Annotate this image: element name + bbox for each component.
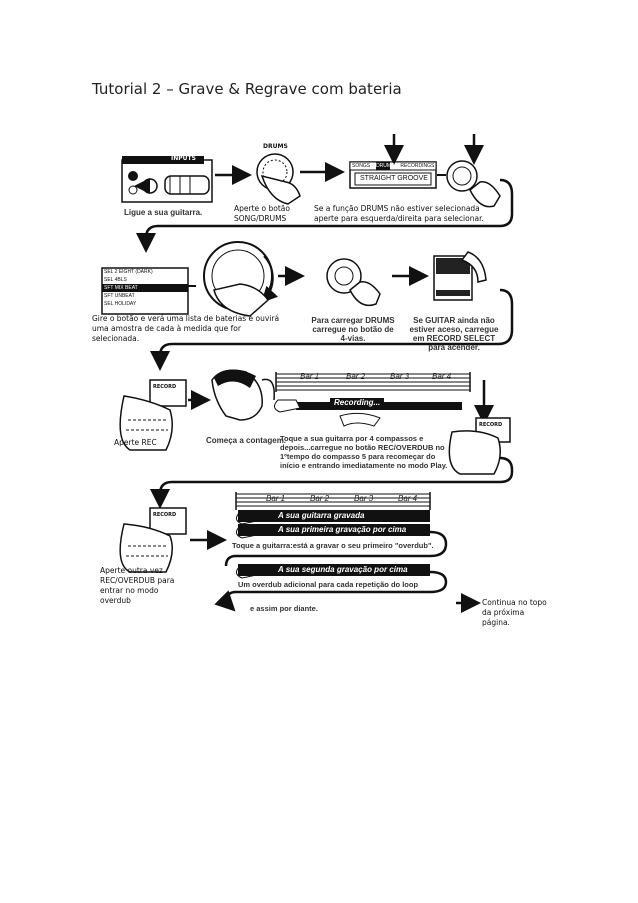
tab-songs: SONGS [352, 163, 371, 169]
bar-label: Bar 1 [266, 494, 286, 503]
bar-label: Bar 4 [432, 372, 452, 381]
list-item: SFT MIX BEAT [104, 285, 138, 291]
inputs-panel-label: INPUTS [171, 155, 196, 162]
record-button-right-label: RECORD [479, 422, 503, 428]
record-button-row4-label: RECORD [153, 512, 177, 518]
step1-figure-caption: Ligue a sua guitarra. [124, 208, 203, 217]
layer-banner-recorded: A sua guitarra gravada [238, 510, 430, 522]
step6-caption: Aperte REC [114, 438, 157, 447]
list-item: SEL 2 EIGHT (DARK) [104, 269, 153, 275]
drums-knob-label: DRUMS [263, 143, 288, 150]
list-item: SEL 4BLS [104, 277, 127, 283]
bar-label: Bar 3 [390, 372, 410, 381]
bar-label: Bar 2 [310, 494, 330, 503]
loop-connector-2 [226, 572, 446, 608]
inputs-panel [122, 156, 212, 202]
layer-banner-second-overdub: A sua segunda gravação por cima [238, 564, 430, 576]
continue-note: Continua no topo da próxima página. [482, 598, 547, 627]
record-button-label: RECORD [153, 384, 177, 390]
display-text: STRAIGHT GROOVE [360, 175, 428, 182]
four-way-button-illustration [327, 259, 380, 305]
count-caption: Começa a contagem. [206, 436, 287, 445]
step5-caption: Se GUITAR ainda não estiver aceso, carregue em RECORD SELECT para acender. [409, 316, 499, 352]
step7-caption: Aperte outra vez REC/OVERDUB para entrar no modo overdub [100, 566, 175, 605]
step1-caption: Aperte o botão SONG/DRUMS [234, 204, 290, 223]
layer-caption-1: Toque a guitarra:está a gravar o seu primeiro "overdub". [232, 541, 434, 550]
drum-list [104, 268, 153, 308]
layer-caption-3: e assim por diante. [250, 604, 318, 613]
list-item: SFT UNBEAT [104, 293, 135, 299]
step4-caption: Para carregar DRUMS carregue no botão de 4-vias. [311, 316, 395, 343]
display-tabs [352, 163, 434, 169]
list-item: SEL HOLIDAY [104, 301, 137, 307]
record-select-illustration [434, 252, 486, 300]
step2-caption: Se a função DRUMS não estiver selecionada aperte para esquerda/direita para selecionar. [314, 204, 484, 223]
bar-label: Bar 3 [354, 494, 374, 503]
tab-recordings: RECORDINGS [400, 163, 435, 169]
rotary-knob-illustration [204, 242, 273, 316]
drums-knob-illustration [257, 154, 300, 204]
bar-label: Bar 4 [398, 494, 418, 503]
bar-label: Bar 1 [300, 372, 320, 381]
listening-person-illustration [212, 369, 274, 420]
step6-instruction: Toque a sua guitarra por 4 compassos e depois...carregue no botão REC/OVERDUB no 1ºtempo do compasso 5 para recomeçar do início e entrando imediatamente no modo Play. [280, 434, 448, 470]
recording-label: Recording... [330, 398, 384, 407]
layer-caption-2: Um overdub adicional para cada repetição do loop [238, 580, 419, 589]
tab-drums: DRUMS [376, 163, 395, 169]
bar-label: Bar 2 [346, 372, 366, 381]
step3-caption: Gire o botão e verá uma lista de baterias e ouvirá uma amostra de cada à medida que for selecionada. [92, 314, 280, 343]
page-title: Tutorial 2 – Grave & Regrave com bateria [92, 80, 402, 98]
layer-banner-first-overdub: A sua primeira gravação por cima [238, 524, 430, 536]
four-way-knob [447, 134, 500, 207]
